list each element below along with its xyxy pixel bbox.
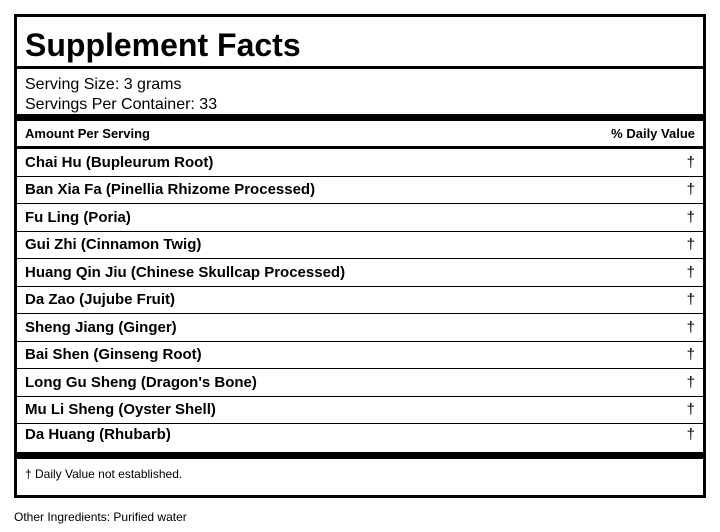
supplement-facts-panel bbox=[14, 14, 706, 498]
ingredient-row bbox=[17, 204, 703, 232]
amount-per-serving-header: Amount Per Serving bbox=[25, 126, 150, 141]
ingredient-row bbox=[17, 397, 703, 425]
ingredient-list bbox=[17, 149, 703, 459]
daily-value-header: % Daily Value bbox=[611, 126, 695, 141]
ingredient-row bbox=[17, 424, 703, 459]
ingredient-daily-value: † bbox=[686, 346, 695, 364]
ingredient-daily-value: † bbox=[686, 426, 695, 443]
serving-info bbox=[17, 69, 703, 121]
ingredient-row bbox=[17, 149, 703, 177]
serving-size: Serving Size: 3 grams bbox=[25, 76, 182, 93]
ingredient-daily-value: † bbox=[686, 318, 695, 336]
ingredient-row bbox=[17, 369, 703, 397]
ingredient-row bbox=[17, 177, 703, 205]
column-header-row bbox=[17, 121, 703, 149]
ingredient-daily-value: † bbox=[686, 291, 695, 309]
ingredient-name: Ban Xia Fa (Pinellia Rhizome Processed) bbox=[25, 181, 316, 199]
ingredient-name: Mu Li Sheng (Oyster Shell) bbox=[25, 401, 216, 419]
ingredient-name: Fu Ling (Poria) bbox=[25, 208, 131, 226]
ingredient-daily-value: † bbox=[686, 373, 695, 391]
ingredient-name: Bai Shen (Ginseng Root) bbox=[25, 346, 202, 364]
ingredient-row bbox=[17, 342, 703, 370]
ingredient-daily-value: † bbox=[686, 208, 695, 226]
ingredient-name: Sheng Jiang (Ginger) bbox=[25, 318, 177, 336]
ingredient-name: Chai Hu (Bupleurum Root) bbox=[25, 153, 214, 171]
panel-title: Supplement Facts bbox=[17, 17, 703, 69]
other-ingredients: Other Ingredients: Purified water bbox=[14, 510, 187, 524]
ingredient-row bbox=[17, 232, 703, 260]
ingredient-name: Huang Qin Jiu (Chinese Skullcap Processed) bbox=[25, 263, 346, 281]
ingredient-daily-value: † bbox=[686, 263, 695, 281]
ingredient-daily-value: † bbox=[686, 401, 695, 419]
ingredient-row bbox=[17, 314, 703, 342]
ingredient-daily-value: † bbox=[686, 181, 695, 199]
ingredient-row bbox=[17, 287, 703, 315]
ingredient-name: Da Huang (Rhubarb) bbox=[25, 426, 171, 443]
servings-per-container: Servings Per Container: 33 bbox=[25, 96, 218, 113]
ingredient-name: Long Gu Sheng (Dragon's Bone) bbox=[25, 373, 257, 391]
ingredient-name: Gui Zhi (Cinnamon Twig) bbox=[25, 236, 202, 254]
daily-value-footnote: † Daily Value not established. bbox=[25, 467, 183, 481]
ingredient-daily-value: † bbox=[686, 236, 695, 254]
ingredient-daily-value: † bbox=[686, 153, 695, 171]
ingredient-name: Da Zao (Jujube Fruit) bbox=[25, 291, 175, 309]
ingredient-row bbox=[17, 259, 703, 287]
